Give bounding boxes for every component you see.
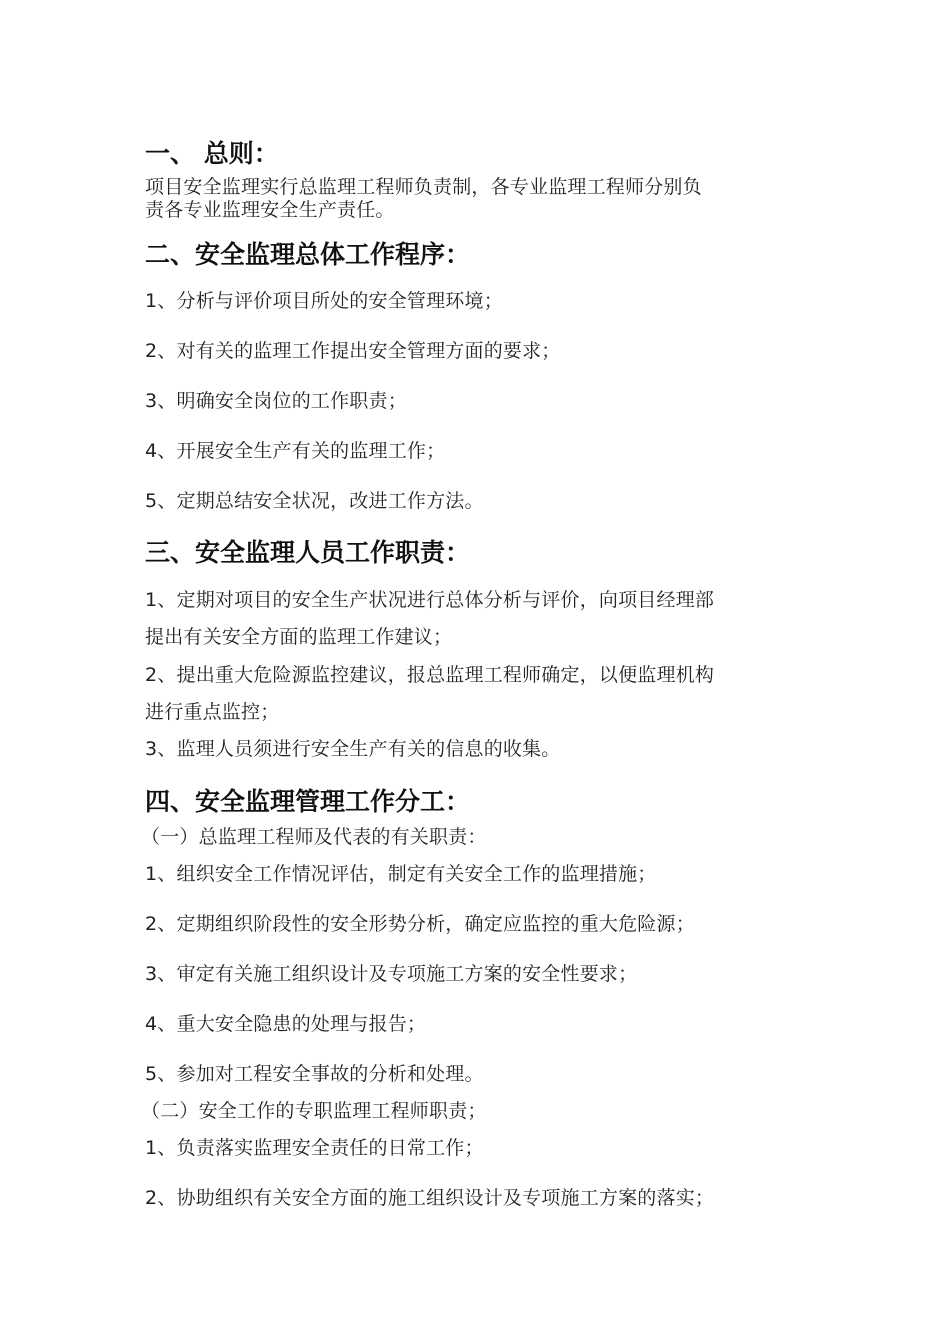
section-1-heading: 一、 总则：	[145, 139, 279, 168]
section-2-item-5: 5、定期总结安全状况，改进工作方法。	[145, 490, 484, 512]
section-3-line-4: 进行重点监控；	[145, 701, 280, 723]
section-2-item-4: 4、开展安全生产有关的监理工作；	[145, 440, 446, 462]
section-4-sub-2-title: （二）安全工作的专职监理工程师职责；	[141, 1100, 487, 1122]
section-4-sub-2-item-1: 1、负责落实监理安全责任的日常工作；	[145, 1137, 484, 1159]
section-4-sub-1-item-4: 4、重大安全隐患的处理与报告；	[145, 1013, 427, 1035]
section-2-heading: 二、安全监理总体工作程序：	[145, 240, 471, 269]
section-1-line-1: 项目安全监理实行总监理工程师负责制，各专业监理工程师分别负	[145, 176, 702, 198]
section-1-line-2: 责各专业监理安全生产责任。	[145, 199, 395, 221]
section-2-item-1: 1、分析与评价项目所处的安全管理环境；	[145, 290, 503, 312]
section-3-line-2: 提出有关安全方面的监理工作建议；	[145, 626, 453, 648]
section-4-sub-1-item-2: 2、定期组织阶段性的安全形势分析，确定应监控的重大危险源；	[145, 913, 695, 935]
section-4-heading: 四、安全监理管理工作分工：	[145, 787, 471, 816]
section-4-sub-1-title: （一）总监理工程师及代表的有关职责：	[141, 826, 487, 848]
section-4-sub-1-item-1: 1、组织安全工作情况评估，制定有关安全工作的监理措施；	[145, 863, 657, 885]
section-3-line-5: 3、监理人员须进行安全生产有关的信息的收集。	[145, 738, 561, 760]
section-3-heading: 三、安全监理人员工作职责：	[145, 538, 471, 567]
section-4-sub-2-item-2: 2、协助组织有关安全方面的施工组织设计及专项施工方案的落实；	[145, 1187, 715, 1209]
section-2-item-3: 3、明确安全岗位的工作职责；	[145, 390, 407, 412]
section-2-item-2: 2、对有关的监理工作提出安全管理方面的要求；	[145, 340, 561, 362]
section-4-sub-1-item-5: 5、参加对工程安全事故的分析和处理。	[145, 1063, 484, 1085]
section-4-sub-1-item-3: 3、审定有关施工组织设计及专项施工方案的安全性要求；	[145, 963, 638, 985]
section-3-line-1: 1、定期对项目的安全生产状况进行总体分析与评价，向项目经理部	[145, 589, 715, 611]
section-3-line-3: 2、提出重大危险源监控建议，报总监理工程师确定，以便监理机构	[145, 664, 715, 686]
